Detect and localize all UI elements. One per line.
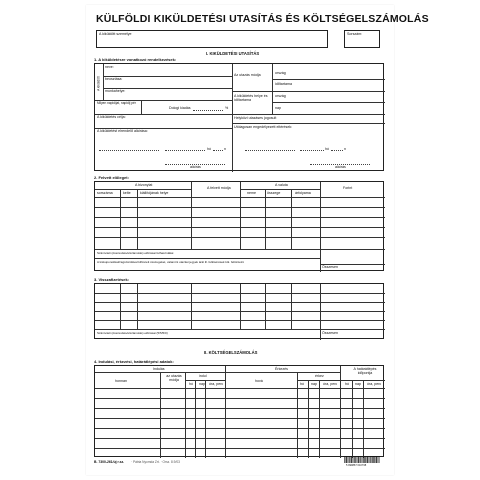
deviation-date-month: hó <box>325 147 329 151</box>
abroad-sub-country: ország <box>275 94 286 98</box>
col-arr-month: hó <box>300 382 304 386</box>
col-bc-day: nap <box>355 382 361 386</box>
col-rate: árfolyama <box>295 191 311 195</box>
advance-table <box>94 181 384 271</box>
advance-footnote2: A kiskuponokkal/cégszámlával kifizetett összegeket, valamint utazási jegyek árát ill. felkísérések ktk. feltüntetni <box>97 260 244 264</box>
row-workplace: munkahelye: <box>105 89 126 93</box>
form-code: B. 7300-261/új r.sz. <box>94 460 125 464</box>
col-group-method: A felvett módja <box>207 186 231 190</box>
serial-box[interactable] <box>344 30 380 48</box>
serial-label: Sorszám: <box>347 32 363 36</box>
col-depart: indul <box>199 374 207 378</box>
refund-total: Összesen <box>322 331 338 335</box>
daily-rate-label: Dologi kiadás <box>169 106 191 110</box>
part2-big-heading: II. KÖLTSÉGELSZÁMOLÁS <box>204 350 258 355</box>
col-arrive: érkez <box>315 374 324 378</box>
advance-footnote1: Számviteli (összesítés/elszámolás) előírásai felhasználás: <box>97 251 175 255</box>
border-crossing-label: A határátlépés időpontja <box>353 367 377 375</box>
barcode-number: 5 999867 010738 <box>346 464 367 467</box>
col-dep-month: hó <box>189 382 193 386</box>
deviation-date-day: n <box>344 147 346 151</box>
section1-box <box>94 63 384 171</box>
refund-footnote: Számviteli (összesítés/elszámolás) előírásai (5/5/5/0) <box>97 331 168 335</box>
col-dep-day: nap <box>199 382 205 386</box>
sec1-heading: 1. A kiküldetésre vonatkozó rendelkezések: <box>94 57 177 62</box>
col-arr-time: óra, perc <box>323 382 338 386</box>
col-amount: összege <box>267 191 281 195</box>
order-sign: aláírás <box>190 165 201 169</box>
col-date: kelte <box>123 191 131 195</box>
col-to: hová <box>255 379 263 383</box>
abroad-sub-days: nap <box>275 106 281 110</box>
travel-mode-label: Az utazás módja <box>234 73 261 77</box>
sec4-heading: 4. Indulási, érkezési, határátlépési adatok: <box>94 359 174 364</box>
col-group-receipt: A bizonylat <box>135 183 153 187</box>
form-sheet <box>86 5 429 475</box>
left-side-label: A kiküldött <box>96 76 101 91</box>
travel-table <box>94 365 384 457</box>
col-serial: sorszáma <box>97 191 113 195</box>
col-dep-time: óra, perc <box>209 382 224 386</box>
col-issuer: kiállítójának helye <box>140 191 169 195</box>
daily-amount-label: Milyen napidíjat, napidíj pér <box>97 101 136 105</box>
row-name: neve: <box>105 65 114 69</box>
part1-heading: I. KIKÜLDETÉSI UTASÍTÁS <box>206 51 260 56</box>
form-title: KÜLFÖLDI KIKÜLDETÉSI UTASÍTÁS ÉS KÖLTSÉGELSZÁMOLÁS <box>96 13 429 25</box>
sec2-heading: 2. Felvett előleget: <box>94 175 129 180</box>
col-type: neme <box>247 191 256 195</box>
destination-label: A kiküldetés célja: <box>97 115 126 119</box>
col-group-currency: A valuta <box>275 183 288 187</box>
ticket-label: Helyközi utazáses jogosult <box>234 116 277 120</box>
publisher: · Pátria Nyomda Zrt. · Orsz. 8.9/03 <box>131 460 180 464</box>
group-arrival: Érkezés <box>275 367 288 371</box>
col-bc-month: hó <box>345 382 349 386</box>
col-from: honnan <box>115 379 127 383</box>
employee-box[interactable] <box>96 30 328 48</box>
col-travel-mode: az utazás módja <box>166 374 182 382</box>
advance-total: Összesen <box>322 265 338 269</box>
refund-table <box>94 283 384 339</box>
percent-label: % <box>225 106 229 110</box>
travel-sub-country: ország <box>275 71 286 75</box>
employee-label: A kiküldött személye <box>99 32 132 36</box>
sec3-heading: 3. Visszafizetések: <box>94 277 130 282</box>
travel-sub-duration: időtartama <box>275 82 292 86</box>
deviation-label: Utólagosan engedélyezett eltérések: <box>234 125 293 129</box>
col-group-forint: Forint <box>343 186 353 190</box>
order-date-day: n <box>224 147 226 151</box>
row-position: beosztása: <box>105 77 123 81</box>
order-label: A kiküldetést elrendelő aláírása: <box>97 129 148 133</box>
order-date-month: hó <box>207 147 211 151</box>
deviation-sign: aláírás <box>335 165 346 169</box>
abroad-label: A kiküldetés helye és időtartama <box>234 94 268 102</box>
group-departure: Indulás <box>153 367 165 371</box>
col-arr-day: nap <box>311 382 317 386</box>
col-bc-time: óra, perc <box>367 382 382 386</box>
